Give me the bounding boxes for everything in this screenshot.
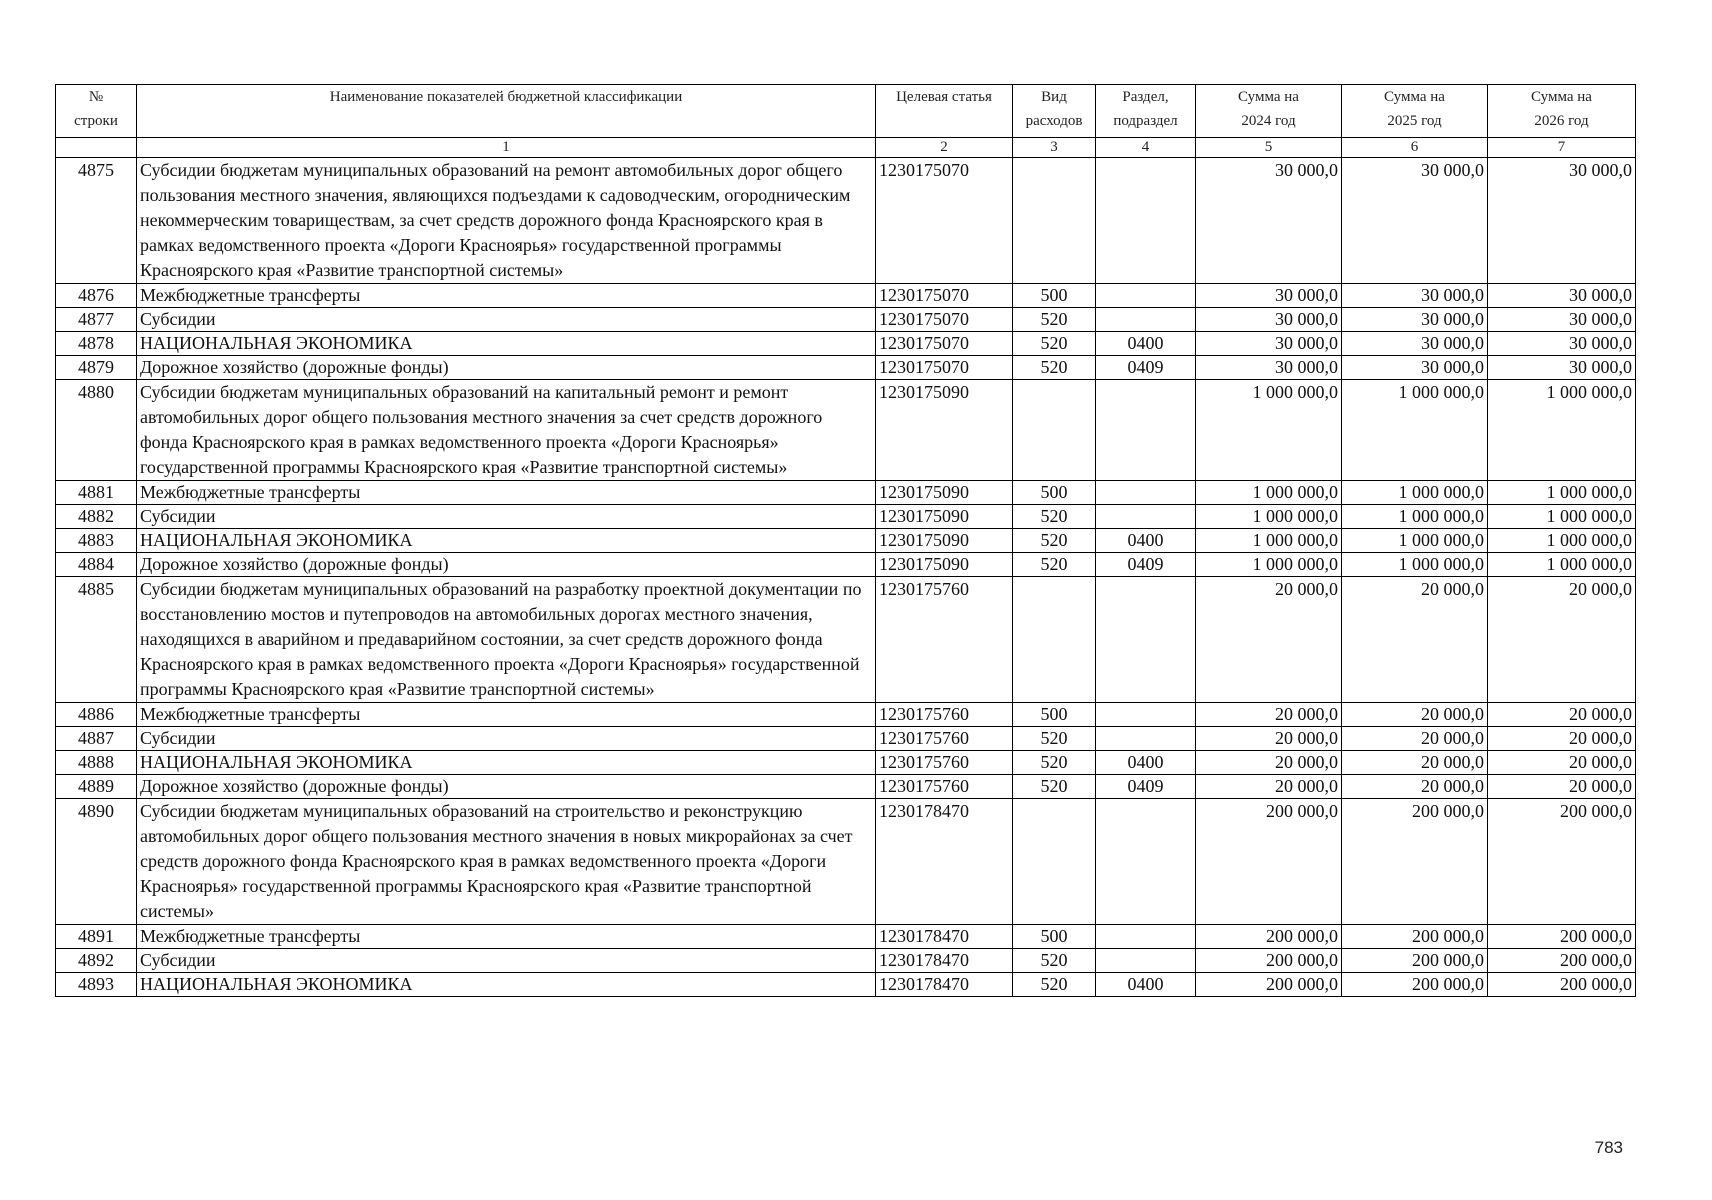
section-cell: 0400: [1096, 332, 1196, 356]
sum-2024-cell: 20 000,0: [1196, 727, 1342, 751]
sum-2025-cell: 1 000 000,0: [1342, 380, 1488, 481]
target-article-cell: 1230178470: [876, 925, 1013, 949]
sum-2024-cell: 1 000 000,0: [1196, 481, 1342, 505]
sum-2025-cell: 30 000,0: [1342, 158, 1488, 284]
section-cell: 0409: [1096, 553, 1196, 577]
sum-2026-cell: 200 000,0: [1488, 925, 1636, 949]
sum-2024-cell: 200 000,0: [1196, 925, 1342, 949]
table-row: [56, 308, 1636, 332]
target-article-cell: 1230175070: [876, 356, 1013, 380]
budget-table: [55, 84, 1636, 997]
expense-type-cell: 520: [1013, 751, 1096, 775]
indicator-name-cell: НАЦИОНАЛЬНАЯ ЭКОНОМИКА: [137, 529, 876, 553]
section-cell: 0409: [1096, 775, 1196, 799]
indicator-name-cell: НАЦИОНАЛЬНАЯ ЭКОНОМИКА: [137, 751, 876, 775]
column-number: 4: [1096, 138, 1196, 158]
row-number-cell: 4887: [56, 727, 137, 751]
target-article-cell: 1230175760: [876, 577, 1013, 703]
row-number-cell: 4881: [56, 481, 137, 505]
expense-type-cell: 520: [1013, 356, 1096, 380]
row-number-cell: 4886: [56, 703, 137, 727]
header-row-no: № строки: [56, 85, 137, 138]
expense-type-cell: 500: [1013, 481, 1096, 505]
sum-2024-cell: 30 000,0: [1196, 356, 1342, 380]
row-number-cell: 4892: [56, 949, 137, 973]
header-expense-type: Вид расходов: [1013, 85, 1096, 138]
sum-2025-cell: 200 000,0: [1342, 973, 1488, 997]
expense-type-cell: 520: [1013, 529, 1096, 553]
sum-2025-cell: 20 000,0: [1342, 751, 1488, 775]
table-header: [56, 85, 1636, 158]
indicator-name-cell: Межбюджетные трансферты: [137, 703, 876, 727]
sum-2024-cell: 30 000,0: [1196, 332, 1342, 356]
sum-2025-cell: 20 000,0: [1342, 727, 1488, 751]
indicator-name-cell: Субсидии: [137, 505, 876, 529]
sum-2026-cell: 200 000,0: [1488, 973, 1636, 997]
table-row: [56, 577, 1636, 703]
indicator-name-cell: Субсидии бюджетам муниципальных образований на капитальный ремонт и ремонт автомобильных дорог общего пользования местного значения за счет средств дорожного фонда Красноярского края в рамках ведомственного проекта «Дороги Красноярья» государственной программы Красноярского края «Развитие транспортной системы»: [137, 380, 876, 481]
expense-type-cell: 500: [1013, 703, 1096, 727]
column-number: 6: [1342, 138, 1488, 158]
row-number-cell: 4884: [56, 553, 137, 577]
column-number: 3: [1013, 138, 1096, 158]
sum-2026-cell: 1 000 000,0: [1488, 481, 1636, 505]
section-cell: 0400: [1096, 529, 1196, 553]
header-row: [56, 85, 1636, 138]
row-number-cell: 4891: [56, 925, 137, 949]
sum-2026-cell: 1 000 000,0: [1488, 505, 1636, 529]
section-cell: [1096, 703, 1196, 727]
indicator-name-cell: Субсидии бюджетам муниципальных образований на ремонт автомобильных дорог общего пользования местного значения, являющихся подъездами к садоводческим, огородническим некоммерческим товариществам, за счет средств дорожного фонда Красноярского края в рамках ведомственного проекта «Дороги Красноярья» государственной программы Красноярского края «Развитие транспортной системы»: [137, 158, 876, 284]
sum-2026-cell: 30 000,0: [1488, 356, 1636, 380]
row-number-cell: 4879: [56, 356, 137, 380]
section-cell: 0409: [1096, 356, 1196, 380]
page-number: 783: [1594, 1138, 1623, 1157]
target-article-cell: 1230175090: [876, 553, 1013, 577]
column-number: 7: [1488, 138, 1636, 158]
section-cell: [1096, 925, 1196, 949]
indicator-name-cell: Межбюджетные трансферты: [137, 284, 876, 308]
target-article-cell: 1230175070: [876, 308, 1013, 332]
table-row: [56, 332, 1636, 356]
row-number-cell: 4877: [56, 308, 137, 332]
indicator-name-cell: НАЦИОНАЛЬНАЯ ЭКОНОМИКА: [137, 973, 876, 997]
table-row: [56, 356, 1636, 380]
sum-2026-cell: 30 000,0: [1488, 284, 1636, 308]
target-article-cell: 1230175760: [876, 775, 1013, 799]
table-row: [56, 751, 1636, 775]
sum-2024-cell: 20 000,0: [1196, 751, 1342, 775]
column-number: 2: [876, 138, 1013, 158]
sum-2025-cell: 1 000 000,0: [1342, 481, 1488, 505]
expense-type-cell: 520: [1013, 727, 1096, 751]
column-number: 1: [137, 138, 876, 158]
indicator-name-cell: Субсидии бюджетам муниципальных образований на строительство и реконструкцию автомобильных дорог общего пользования местного значения в новых микрорайонах за счет средств дорожного фонда Красноярского края в рамках ведомственного проекта «Дороги Красноярья» государственной программы Красноярского края «Развитие транспортной системы»: [137, 799, 876, 925]
sum-2026-cell: 1 000 000,0: [1488, 380, 1636, 481]
row-number-cell: 4889: [56, 775, 137, 799]
table-row: [56, 481, 1636, 505]
expense-type-cell: [1013, 799, 1096, 925]
section-cell: [1096, 949, 1196, 973]
sum-2024-cell: 200 000,0: [1196, 973, 1342, 997]
sum-2026-cell: 20 000,0: [1488, 577, 1636, 703]
sum-2025-cell: 30 000,0: [1342, 356, 1488, 380]
indicator-name-cell: Дорожное хозяйство (дорожные фонды): [137, 553, 876, 577]
row-number-cell: 4883: [56, 529, 137, 553]
expense-type-cell: 500: [1013, 284, 1096, 308]
sum-2025-cell: 30 000,0: [1342, 332, 1488, 356]
sum-2026-cell: 30 000,0: [1488, 308, 1636, 332]
table-row: [56, 380, 1636, 481]
sum-2024-cell: 30 000,0: [1196, 284, 1342, 308]
sum-2025-cell: 20 000,0: [1342, 577, 1488, 703]
target-article-cell: 1230175090: [876, 481, 1013, 505]
section-cell: [1096, 284, 1196, 308]
section-cell: 0400: [1096, 751, 1196, 775]
sum-2024-cell: 200 000,0: [1196, 799, 1342, 925]
row-number-cell: 4880: [56, 380, 137, 481]
section-cell: [1096, 481, 1196, 505]
sum-2025-cell: 20 000,0: [1342, 703, 1488, 727]
row-number-cell: 4878: [56, 332, 137, 356]
sum-2024-cell: 20 000,0: [1196, 577, 1342, 703]
target-article-cell: 1230178470: [876, 799, 1013, 925]
target-article-cell: 1230175090: [876, 380, 1013, 481]
expense-type-cell: 520: [1013, 505, 1096, 529]
table-row: [56, 703, 1636, 727]
row-number-cell: 4882: [56, 505, 137, 529]
sum-2024-cell: 1 000 000,0: [1196, 553, 1342, 577]
sum-2026-cell: 20 000,0: [1488, 775, 1636, 799]
table-row: [56, 284, 1636, 308]
table-row: [56, 925, 1636, 949]
expense-type-cell: 520: [1013, 775, 1096, 799]
column-number: [56, 138, 137, 158]
sum-2026-cell: 1 000 000,0: [1488, 553, 1636, 577]
table-row: [56, 529, 1636, 553]
sum-2025-cell: 1 000 000,0: [1342, 505, 1488, 529]
section-cell: [1096, 727, 1196, 751]
expense-type-cell: 520: [1013, 973, 1096, 997]
sum-2026-cell: 200 000,0: [1488, 949, 1636, 973]
indicator-name-cell: Субсидии бюджетам муниципальных образований на разработку проектной документации по восстановлению мостов и путепроводов на автомобильных дорогах местного значения, находящихся в аварийном и предаварийном состоянии, за счет средств дорожного фонда Красноярского края в рамках ведомственного проекта «Дороги Красноярья» государственной программы Красноярского края «Развитие транспортной системы»: [137, 577, 876, 703]
table-body: [56, 158, 1636, 997]
sum-2024-cell: 200 000,0: [1196, 949, 1342, 973]
column-number-row: [56, 138, 1636, 158]
expense-type-cell: [1013, 380, 1096, 481]
indicator-name-cell: Межбюджетные трансферты: [137, 481, 876, 505]
header-section: Раздел, подраздел: [1096, 85, 1196, 138]
sum-2025-cell: 200 000,0: [1342, 925, 1488, 949]
sum-2026-cell: 20 000,0: [1488, 751, 1636, 775]
sum-2026-cell: 1 000 000,0: [1488, 529, 1636, 553]
section-cell: [1096, 799, 1196, 925]
target-article-cell: 1230175090: [876, 529, 1013, 553]
section-cell: [1096, 380, 1196, 481]
section-cell: [1096, 577, 1196, 703]
sum-2026-cell: 30 000,0: [1488, 332, 1636, 356]
sum-2024-cell: 20 000,0: [1196, 703, 1342, 727]
row-number-cell: 4885: [56, 577, 137, 703]
sum-2025-cell: 30 000,0: [1342, 284, 1488, 308]
sum-2026-cell: 20 000,0: [1488, 727, 1636, 751]
table-row: [56, 775, 1636, 799]
sum-2026-cell: 200 000,0: [1488, 799, 1636, 925]
section-cell: 0400: [1096, 973, 1196, 997]
row-number-cell: 4876: [56, 284, 137, 308]
sum-2026-cell: 30 000,0: [1488, 158, 1636, 284]
table-row: [56, 727, 1636, 751]
row-number-cell: 4875: [56, 158, 137, 284]
row-number-cell: 4893: [56, 973, 137, 997]
table-row: [56, 553, 1636, 577]
target-article-cell: 1230175070: [876, 332, 1013, 356]
row-number-cell: 4890: [56, 799, 137, 925]
row-number-cell: 4888: [56, 751, 137, 775]
sum-2026-cell: 20 000,0: [1488, 703, 1636, 727]
target-article-cell: 1230178470: [876, 949, 1013, 973]
sum-2024-cell: 20 000,0: [1196, 775, 1342, 799]
indicator-name-cell: Субсидии: [137, 727, 876, 751]
sum-2025-cell: 200 000,0: [1342, 949, 1488, 973]
sum-2024-cell: 1 000 000,0: [1196, 505, 1342, 529]
indicator-name-cell: НАЦИОНАЛЬНАЯ ЭКОНОМИКА: [137, 332, 876, 356]
sum-2024-cell: 1 000 000,0: [1196, 380, 1342, 481]
indicator-name-cell: Межбюджетные трансферты: [137, 925, 876, 949]
expense-type-cell: 520: [1013, 553, 1096, 577]
indicator-name-cell: Дорожное хозяйство (дорожные фонды): [137, 356, 876, 380]
column-number: 5: [1196, 138, 1342, 158]
target-article-cell: 1230175070: [876, 158, 1013, 284]
header-target-article: Целевая статья: [876, 85, 1013, 138]
indicator-name-cell: Субсидии: [137, 308, 876, 332]
table-row: [56, 799, 1636, 925]
sum-2025-cell: 200 000,0: [1342, 799, 1488, 925]
sum-2024-cell: 1 000 000,0: [1196, 529, 1342, 553]
indicator-name-cell: Субсидии: [137, 949, 876, 973]
table-row: [56, 505, 1636, 529]
section-cell: [1096, 158, 1196, 284]
sum-2024-cell: 30 000,0: [1196, 308, 1342, 332]
target-article-cell: 1230175760: [876, 703, 1013, 727]
table-row: [56, 158, 1636, 284]
target-article-cell: 1230178470: [876, 973, 1013, 997]
header-sum-2025: Сумма на 2025 год: [1342, 85, 1488, 138]
target-article-cell: 1230175760: [876, 751, 1013, 775]
expense-type-cell: 500: [1013, 925, 1096, 949]
indicator-name-cell: Дорожное хозяйство (дорожные фонды): [137, 775, 876, 799]
section-cell: [1096, 308, 1196, 332]
target-article-cell: 1230175760: [876, 727, 1013, 751]
expense-type-cell: [1013, 577, 1096, 703]
table-row: [56, 973, 1636, 997]
sum-2025-cell: 1 000 000,0: [1342, 553, 1488, 577]
section-cell: [1096, 505, 1196, 529]
sum-2025-cell: 20 000,0: [1342, 775, 1488, 799]
expense-type-cell: [1013, 158, 1096, 284]
sum-2025-cell: 1 000 000,0: [1342, 529, 1488, 553]
header-sum-2026: Сумма на 2026 год: [1488, 85, 1636, 138]
expense-type-cell: 520: [1013, 308, 1096, 332]
header-sum-2024: Сумма на 2024 год: [1196, 85, 1342, 138]
target-article-cell: 1230175070: [876, 284, 1013, 308]
header-name: Наименование показателей бюджетной классификации: [137, 85, 876, 138]
target-article-cell: 1230175090: [876, 505, 1013, 529]
table-row: [56, 949, 1636, 973]
sum-2024-cell: 30 000,0: [1196, 158, 1342, 284]
sum-2025-cell: 30 000,0: [1342, 308, 1488, 332]
expense-type-cell: 520: [1013, 332, 1096, 356]
expense-type-cell: 520: [1013, 949, 1096, 973]
